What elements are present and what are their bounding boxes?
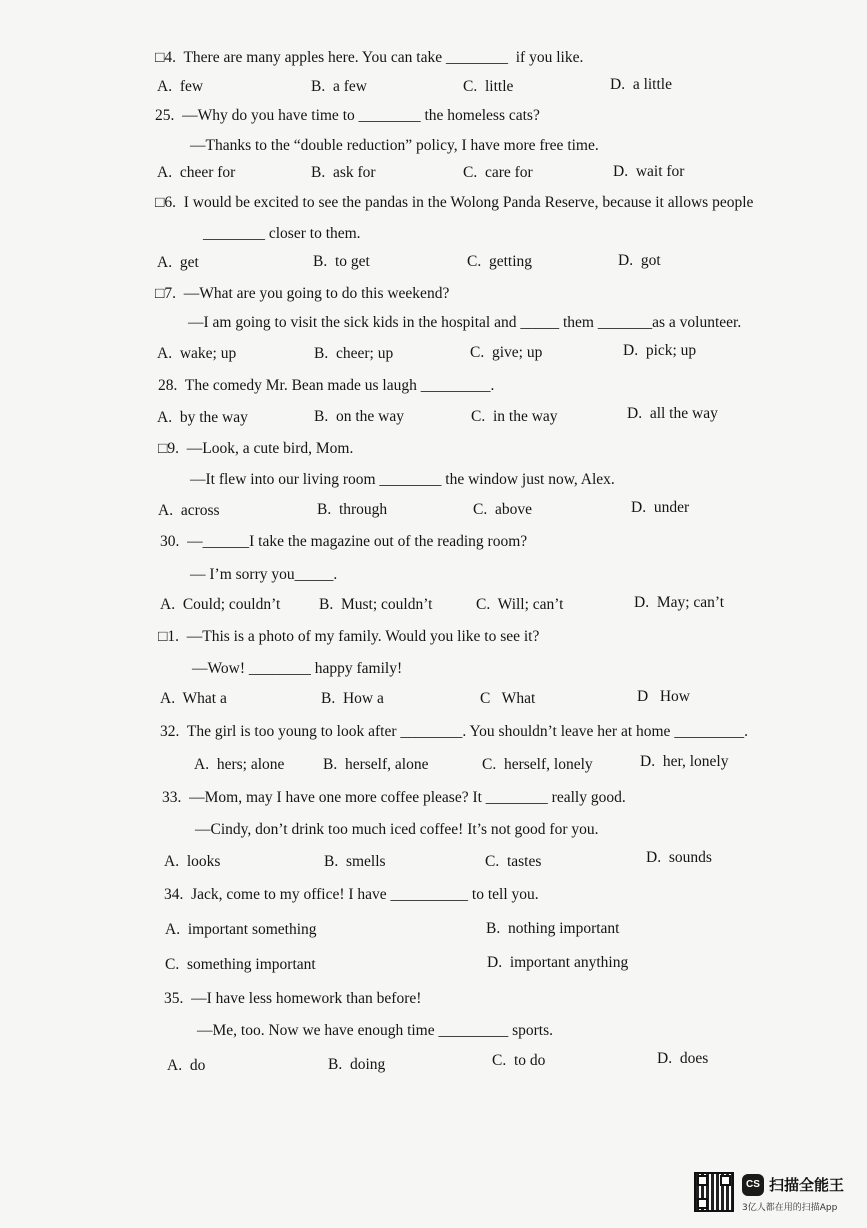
question-28-stem: 28. The comedy Mr. Bean made us laugh _________. — [158, 377, 495, 394]
question-32-option-c: C. herself, lonely — [482, 756, 593, 773]
question-27-stem-2: —I am going to visit the sick kids in the hospital and _____ them _______as a volunteer. — [188, 314, 742, 331]
question-29-option-b: B. through — [317, 501, 388, 518]
scanner-tagline: 3亿人都在用的扫描App — [742, 1203, 838, 1213]
question-32-stem: 32. The girl is too young to look after ________. You shouldn’t leave her at home _________. — [160, 723, 748, 740]
question-29-stem: □9. —Look, a cute bird, Mom. — [158, 440, 354, 457]
qr-code-icon — [694, 1172, 734, 1212]
question-29-stem-2: —It flew into our living room ________ the window just now, Alex. — [190, 471, 615, 488]
question-29-option-d: D. under — [631, 499, 690, 516]
question-31-option-a: A. What a — [160, 690, 227, 707]
question-25-option-a: A. cheer for — [157, 164, 236, 181]
question-25-option-c: C. care for — [463, 164, 533, 181]
question-26-option-c: C. getting — [467, 253, 533, 270]
question-34-option-c: C. something important — [165, 956, 316, 973]
question-30-option-a: A. Could; couldn’t — [160, 596, 281, 613]
question-30-option-d: D. May; can’t — [634, 594, 725, 611]
question-34-stem: 34. Jack, come to my office! I have __________ to tell you. — [164, 886, 539, 903]
question-30-stem-2: — I’m sorry you_____. — [190, 566, 338, 583]
question-29-option-a: A. across — [158, 502, 220, 519]
question-35-stem: 35. —I have less homework than before! — [164, 990, 422, 1007]
question-35-option-d: D. does — [657, 1050, 709, 1067]
question-33-option-d: D. sounds — [646, 849, 712, 866]
question-30-stem: 30. —______I take the magazine out of the reading room? — [160, 533, 528, 550]
question-25-stem-2: —Thanks to the “double reduction” policy, I have more free time. — [190, 137, 599, 154]
question-34-option-d: D. important anything — [487, 954, 629, 971]
camscanner-logo-icon: CS — [742, 1174, 764, 1196]
question-31-option-c: C What — [480, 690, 536, 707]
question-24-stem: □4. There are many apples here. You can take ________ if you like. — [155, 49, 584, 66]
question-28-option-c: C. in the way — [471, 408, 558, 425]
question-24-option-b: B. a few — [311, 78, 367, 95]
question-30-option-c: C. Will; can’t — [476, 596, 564, 613]
question-28-option-b: B. on the way — [314, 408, 404, 425]
question-24-option-d: D. a little — [610, 76, 672, 93]
question-26-option-b: B. to get — [313, 253, 370, 270]
question-33-option-c: C. tastes — [485, 853, 542, 870]
question-25-option-d: D. wait for — [613, 163, 685, 180]
question-25-stem: 25. —Why do you have time to ________ the homeless cats? — [155, 107, 540, 124]
question-27-option-c: C. give; up — [470, 344, 543, 361]
question-32-option-b: B. herself, alone — [323, 756, 429, 773]
question-28-option-d: D. all the way — [627, 405, 718, 422]
question-27-option-a: A. wake; up — [157, 345, 237, 362]
question-31-stem-2: —Wow! ________ happy family! — [192, 660, 403, 677]
question-28-option-a: A. by the way — [157, 409, 248, 426]
question-32-option-d: D. her, lonely — [640, 753, 729, 770]
question-34-option-a: A. important something — [165, 921, 317, 938]
question-26-option-d: D. got — [618, 252, 661, 269]
question-30-option-b: B. Must; couldn’t — [319, 596, 433, 613]
question-35-option-c: C. to do — [492, 1052, 546, 1069]
question-32-option-a: A. hers; alone — [194, 756, 285, 773]
scanner-watermark — [694, 1168, 854, 1216]
question-25-option-b: B. ask for — [311, 164, 376, 181]
question-26-stem-2: ________ closer to them. — [203, 225, 361, 242]
question-27-stem: □7. —What are you going to do this weekend? — [155, 285, 450, 302]
question-27-option-b: B. cheer; up — [314, 345, 394, 362]
question-29-option-c: C. above — [473, 501, 532, 518]
question-27-option-d: D. pick; up — [623, 342, 697, 359]
question-33-stem: 33. —Mom, may I have one more coffee please? It ________ really good. — [162, 789, 626, 806]
question-33-option-b: B. smells — [324, 853, 386, 870]
question-26-stem: □6. I would be excited to see the pandas in the Wolong Panda Reserve, because it allows people — [155, 194, 754, 211]
question-35-stem-2: —Me, too. Now we have enough time _________ sports. — [197, 1022, 554, 1039]
question-35-option-b: B. doing — [328, 1056, 386, 1073]
question-35-option-a: A. do — [167, 1057, 206, 1074]
question-24-option-a: A. few — [157, 78, 204, 95]
question-31-option-d: D How — [637, 688, 690, 705]
scanner-brand-name: 扫描全能王 — [769, 1176, 845, 1194]
question-31-stem: □1. —This is a photo of my family. Would you like to see it? — [158, 628, 540, 645]
question-26-option-a: A. get — [157, 254, 199, 271]
question-31-option-b: B. How a — [321, 690, 384, 707]
question-34-option-b: B. nothing important — [486, 920, 620, 937]
question-24-option-c: C. little — [463, 78, 514, 95]
question-33-option-a: A. looks — [164, 853, 221, 870]
question-33-stem-2: —Cindy, don’t drink too much iced coffee! It’s not good for you. — [195, 821, 599, 838]
